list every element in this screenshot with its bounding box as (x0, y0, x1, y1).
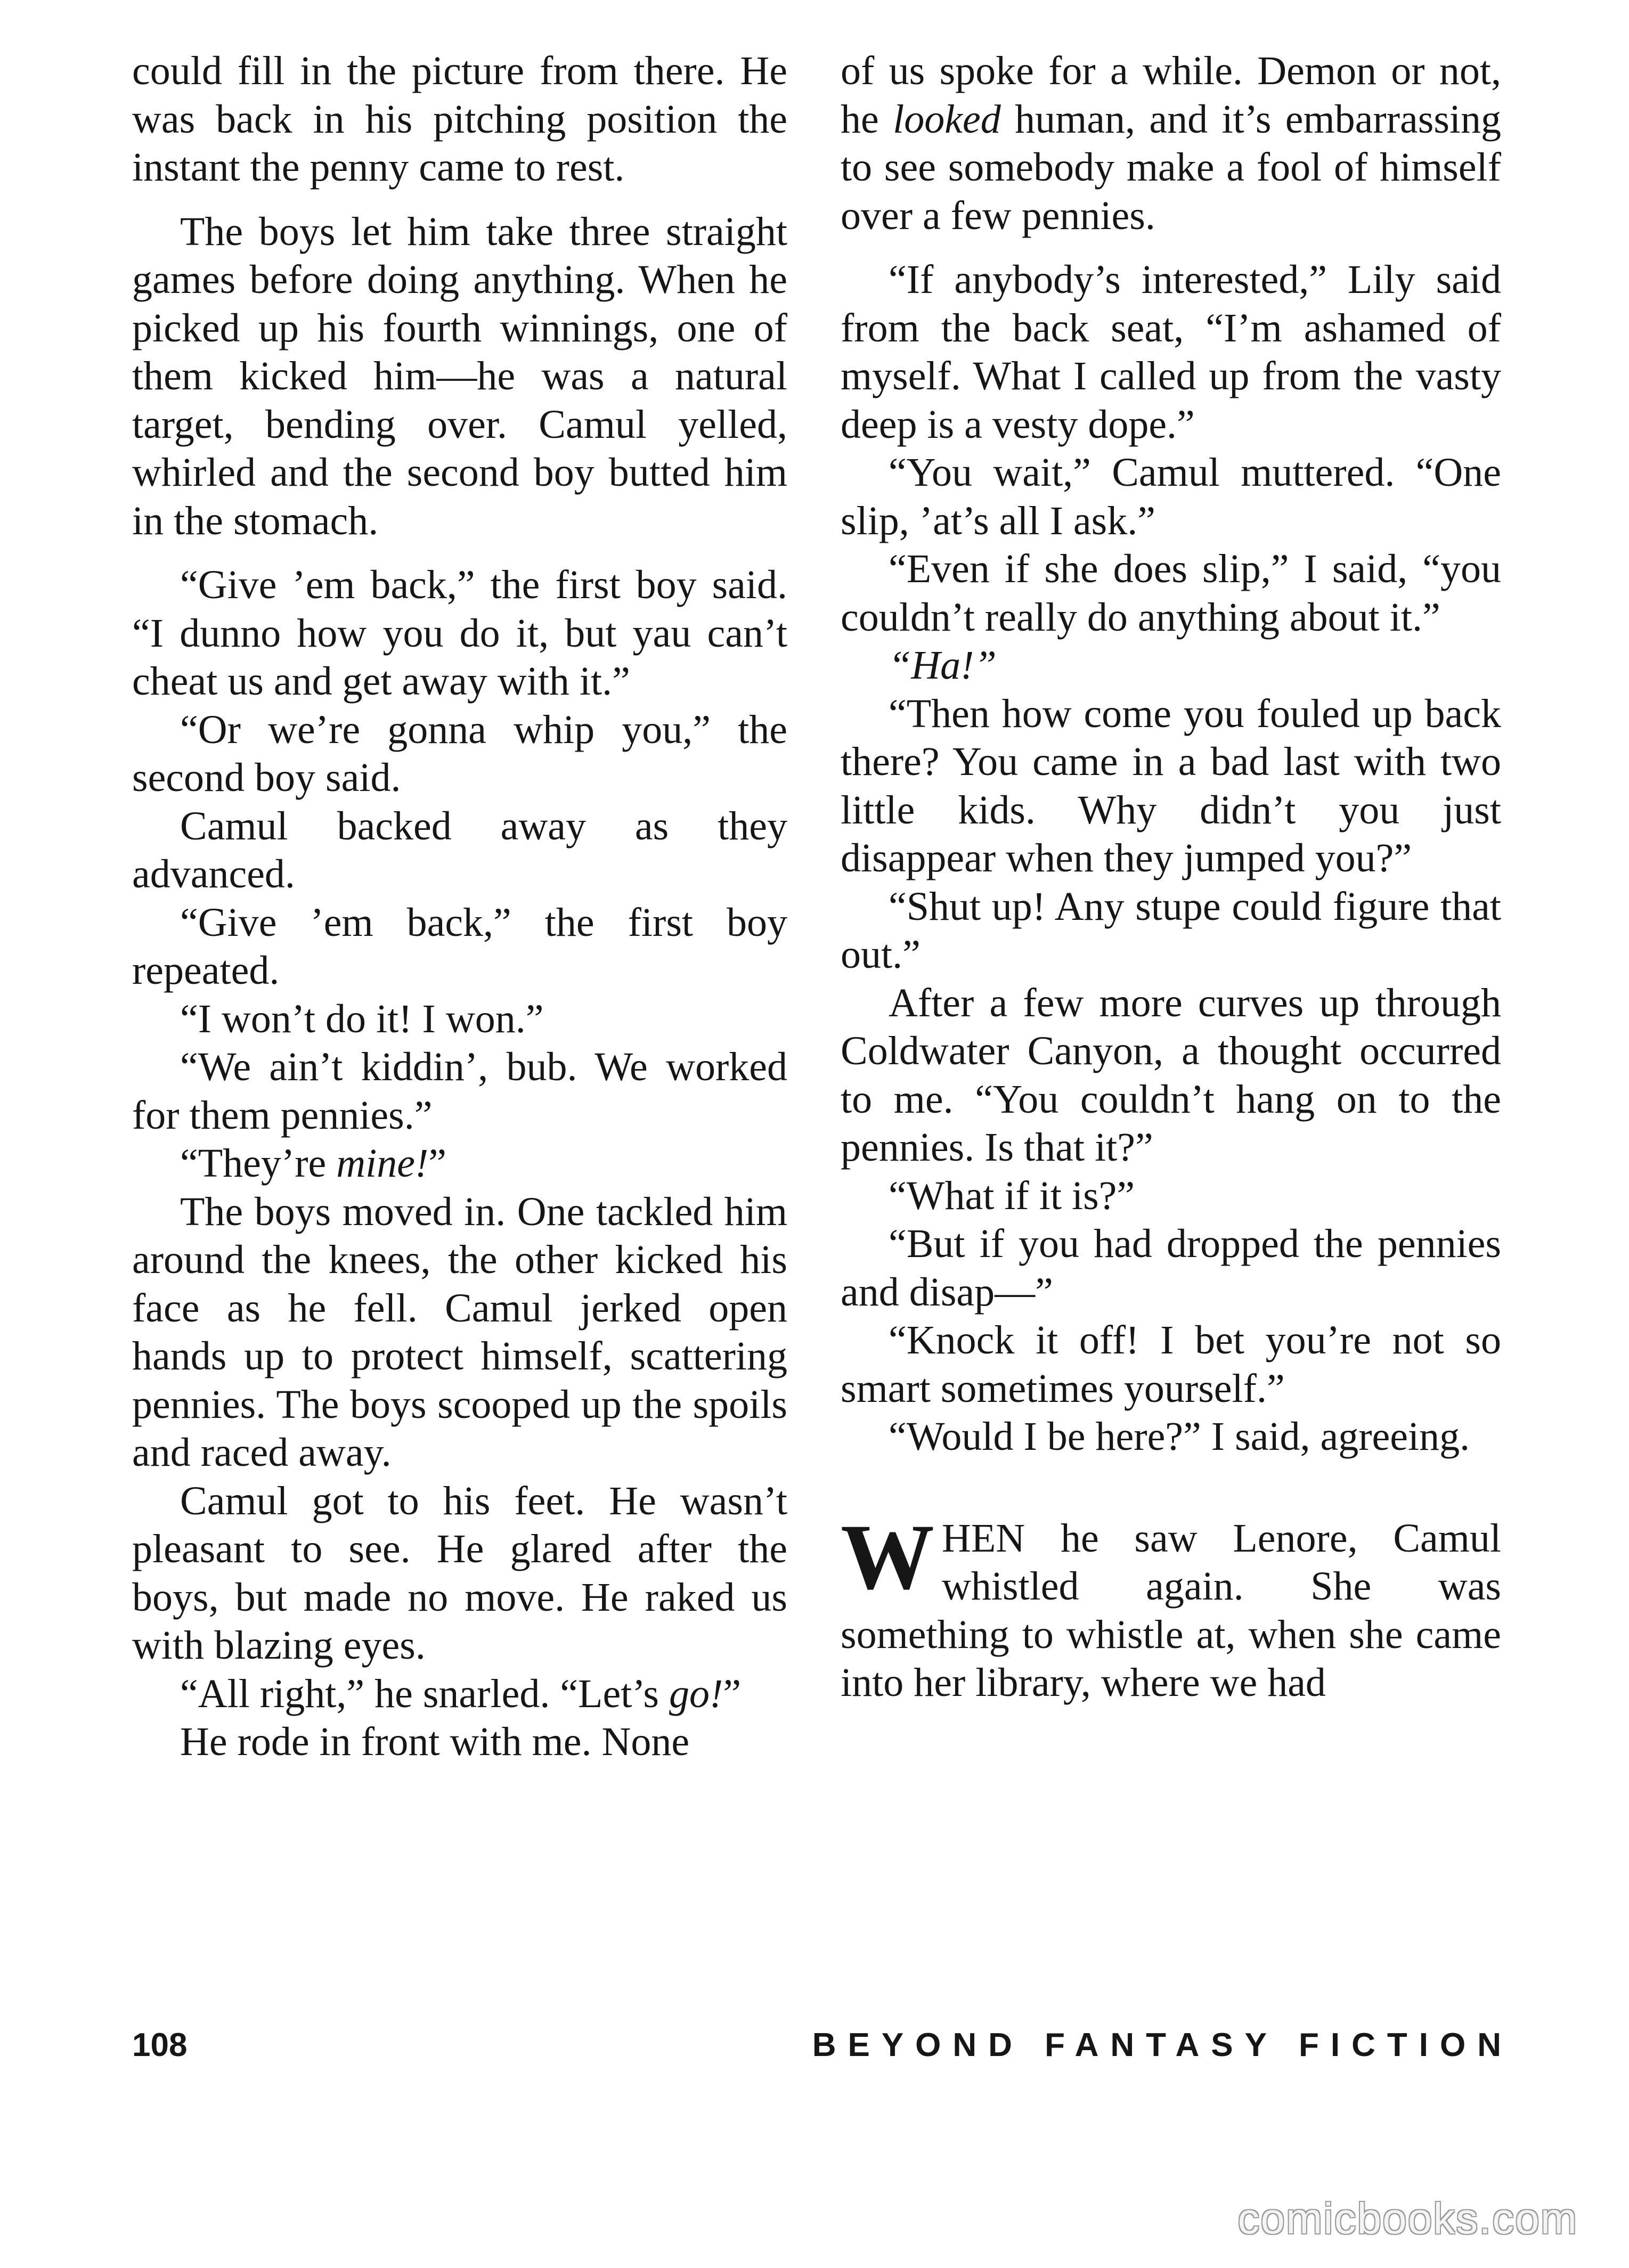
right-column (841, 47, 1501, 1707)
paragraph: “Shut up! Any stupe could figure that out.” (841, 884, 1501, 977)
italic-text: mine! (336, 1141, 429, 1186)
paragraph: “What if it is?” (889, 1173, 1135, 1218)
drop-cap: W (841, 1505, 934, 1609)
paragraph (132, 1670, 787, 1718)
section-opening-paragraph (841, 1505, 1501, 1707)
paragraph (841, 641, 1501, 690)
page-number: 108 (132, 2027, 188, 2063)
text-run: “They’re (180, 1141, 337, 1186)
paragraph: He rode in front with me. None (180, 1719, 690, 1764)
paragraph: “Even if she does slip,” I said, “you couldn’t really do anything about it.” (841, 546, 1501, 640)
paragraph: “Would I be here?” I said, agreeing. (889, 1414, 1470, 1459)
text-run: ” (428, 1141, 447, 1186)
paragraph: “You wait,” Camul muttered. “One slip, ’at’s all I ask.” (841, 450, 1501, 543)
italic-text: looked (893, 96, 1001, 142)
paragraph: could fill in the picture from there. He was back in his pitching position the instant the penny came to rest. (132, 48, 787, 190)
paragraph: Camul got to his feet. He wasn’t pleasant to see. He glared after the boys, but made no move. He raked us with blazing eyes. (132, 1478, 787, 1668)
paragraph: The boys moved in. One tackled him around the knees, the other kicked his face as he fell. Camul jerked open hands up to protect himself, scattering pennies. The boys scooped up the spoils and raced away. (132, 1189, 787, 1475)
text-run: HEN he saw Lenore, Camul whistled again. She was something to whistle at, when she came into her library, where we had (841, 1515, 1501, 1705)
paragraph: “But if you had dropped the pennies and disap—” (841, 1221, 1501, 1315)
text-run: “All right,” he snarled. “Let’s (180, 1671, 670, 1716)
text-run: of us spoke for a while. Demon or not, he (841, 48, 1501, 142)
running-head: BEYOND FANTASY FICTION (812, 2027, 1513, 2063)
paragraph: “Give ’em back,” the first boy repeated. (132, 900, 787, 993)
paragraph: “We ain’t kiddin’, bub. We worked for them pennies.” (132, 1045, 787, 1138)
paragraph: “If anybody’s interested,” Lily said from the back seat, “I’m ashamed of myself. What I called up from the vasty deep is a vesty dope.” (841, 257, 1501, 447)
paragraph (841, 47, 1501, 240)
text-run: human, and it’s embarrassing to see somebody make a fool of himself over a few pennies. (841, 96, 1502, 238)
paragraph: After a few more curves up through Coldwater Canyon, a thought occurred to me. “You couldn’t hang on to the pennies. Is that it?” (841, 980, 1501, 1170)
left-column (132, 47, 787, 1766)
paragraph: “Then how come you fouled up back there? You came in a bad last with two little kids. Why didn’t you just disappear when they jumped you?” (841, 691, 1501, 880)
paragraph: Camul backed away as they advanced. (132, 803, 787, 896)
watermark: comicbooks.com (1237, 2194, 1578, 2243)
paragraph: “I won’t do it! I won.” (180, 996, 544, 1041)
text-run: ” (723, 1671, 742, 1716)
italic-text: go! (669, 1671, 723, 1716)
page-footer (132, 2024, 1513, 2067)
italic-text: “Ha!” (889, 643, 997, 688)
paragraph: “Give ’em back,” the first boy said. “I dunno how you do it, but yau can’t cheat us and get away with it.” (132, 562, 787, 704)
paragraph: “Knock it off! I bet you’re not so smart sometimes yourself.” (841, 1318, 1501, 1411)
paragraph (132, 1139, 787, 1188)
paragraph: The boys let him take three straight games before doing anything. When he picked up his fourth winnings, one of them kicked him—he was a natural target, bending over. Camul yelled, whirled and the second boy butted him in the stomach. (132, 209, 787, 543)
paragraph: “Or we’re gonna whip you,” the second boy said. (132, 707, 787, 800)
